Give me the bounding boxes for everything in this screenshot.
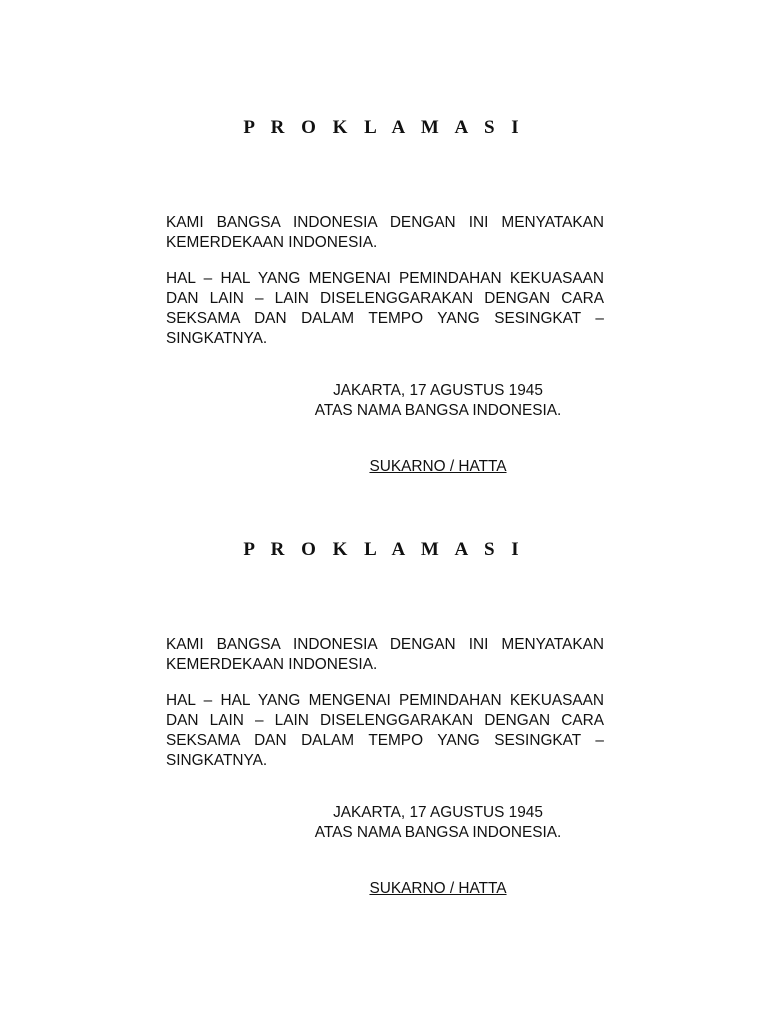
proclamation-paragraph-1: KAMI BANGSA INDONESIA DENGAN INI MENYATAKAN KEMERDEKAAN INDONESIA.: [166, 214, 604, 251]
on-behalf-line: ATAS NAMA BANGSA INDONESIA.: [314, 402, 562, 419]
place-and-date: JAKARTA, 17 AGUSTUS 1945: [333, 804, 543, 821]
proclamation-paragraph-1: KAMI BANGSA INDONESIA DENGAN INI MENYATAKAN KEMERDEKAAN INDONESIA.: [166, 636, 604, 673]
proclamation-paragraph-2: HAL – HAL YANG MENGENAI PEMINDAHAN KEKUASAAN DAN LAIN – LAIN DISELENGGARAKAN DENGAN CARA SEKSAMA DAN DALAM TEMPO YANG SESINGKAT – SINGKATNYA.: [166, 270, 604, 347]
signatories: SUKARNO / HATTA: [369, 880, 507, 897]
proclamation-copy-1: [0, 117, 768, 537]
document-title: P R O K L A M A S I: [243, 117, 525, 138]
document-title: P R O K L A M A S I: [243, 539, 525, 560]
proclamation-paragraph-2: HAL – HAL YANG MENGENAI PEMINDAHAN KEKUASAAN DAN LAIN – LAIN DISELENGGARAKAN DENGAN CARA SEKSAMA DAN DALAM TEMPO YANG SESINGKAT – SINGKATNYA.: [166, 692, 604, 769]
on-behalf-line: ATAS NAMA BANGSA INDONESIA.: [314, 824, 562, 841]
place-and-date: JAKARTA, 17 AGUSTUS 1945: [333, 382, 543, 399]
signatories: SUKARNO / HATTA: [369, 458, 507, 475]
proclamation-copy-2: [0, 539, 768, 959]
